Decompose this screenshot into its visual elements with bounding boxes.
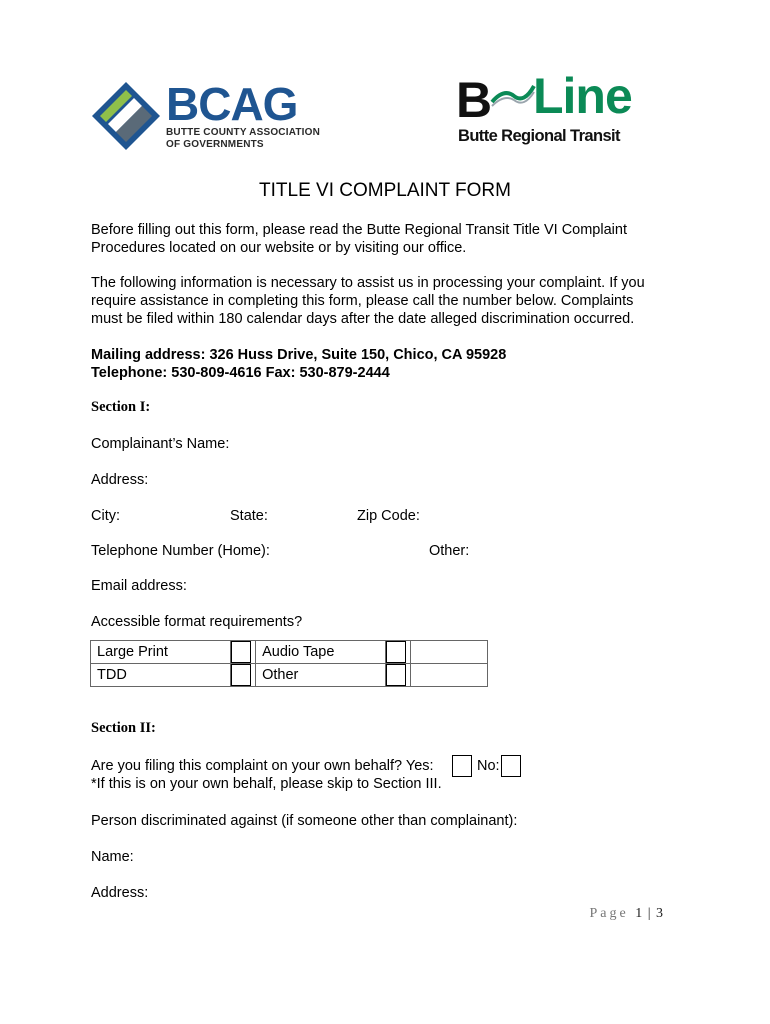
page-number [589,906,664,922]
tdd-label: TDD [91,664,231,687]
large-print-checkbox[interactable] [231,641,251,663]
person-name-label: Name: [91,849,134,865]
section-2-heading: Section II: [91,720,156,736]
own-behalf-yes-checkbox[interactable] [452,755,472,777]
telephone-home-label: Telephone Number (Home): [91,543,270,559]
email-address-label: Email address: [91,578,187,594]
contact-info [91,346,506,382]
bcag-logo-subtitle: BUTTE COUNTY ASSOCIATION OF GOVERNMENTS [166,127,321,150]
page-num: 1 | 3 [635,906,664,921]
intro-paragraph-1: Before filling out this form, please read the Butte Regional Transit Title VI Complaint Procedures located on our website or by visiting our office. [91,222,627,256]
section-1-heading: Section I: [91,399,151,415]
audio-tape-label: Audio Tape [256,641,386,664]
intro-paragraph-2: The following information is necessary to assist us in processing your complaint. If you require assistance in completing this form, please call the number below. Complaints must be filed within 180 calendar days after the date alleged discrimination occurred. [91,275,645,327]
large-print-label: Large Print [91,641,231,664]
accessible-format-table [90,640,488,687]
bline-logo-swoosh [490,82,536,112]
zip-code-label: Zip Code: [357,508,420,524]
audio-tape-checkbox[interactable] [386,641,406,663]
bcag-logo-mark [88,80,164,154]
tdd-checkbox-cell[interactable] [230,664,255,687]
person-address-label: Address: [91,885,149,901]
telephone-fax: Telephone: 530-809-4616 Fax: 530-879-2444 [91,365,390,381]
bline-logo-line: Line [533,68,632,124]
own-behalf-no-label: No: [477,758,500,774]
other-format-label: Other [256,664,386,687]
person-discriminated-label: Person discriminated against (if someone other than complainant): [91,813,518,829]
format-blank-cell [411,664,488,687]
mailing-address: Mailing address: 326 Huss Drive, Suite 150, Chico, CA 95928 [91,347,507,363]
address-label: Address: [91,472,149,488]
large-print-checkbox-cell[interactable] [230,641,255,664]
own-behalf-question: Are you filing this complaint on your own behalf? Yes: [91,758,434,774]
audio-tape-checkbox-cell[interactable] [385,641,410,664]
bline-logo-subtitle: Butte Regional Transit [458,127,620,145]
accessible-format-label: Accessible format requirements? [91,614,303,630]
skip-note: *If this is on your own behalf, please skip to Section III. [91,776,442,792]
tdd-checkbox[interactable] [231,664,251,686]
telephone-other-label: Other: [429,543,470,559]
other-format-checkbox-cell[interactable] [385,664,410,687]
complainant-name-label: Complainant’s Name: [91,436,230,452]
state-label: State: [230,508,268,524]
bcag-logo-word: BCAG [166,78,298,130]
form-title: TITLE VI COMPLAINT FORM [259,180,511,201]
own-behalf-no-checkbox[interactable] [501,755,521,777]
other-format-checkbox[interactable] [386,664,406,686]
format-blank-cell [411,641,488,664]
bline-logo-b: B [456,72,493,128]
city-label: City: [91,508,120,524]
page-word: Page [589,906,629,921]
